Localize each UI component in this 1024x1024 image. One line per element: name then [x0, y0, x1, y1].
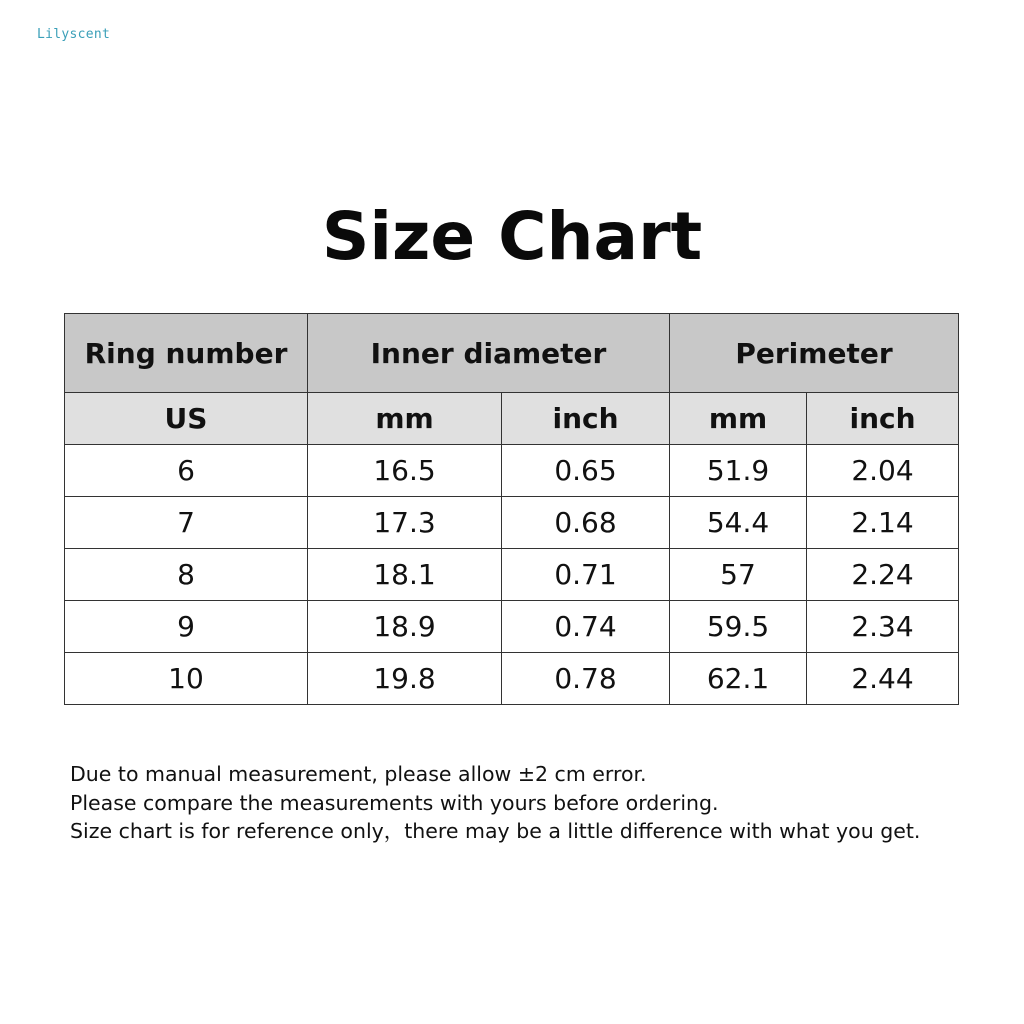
cell-diameter-inch: 0.71: [502, 549, 670, 601]
cell-diameter-inch: 0.74: [502, 601, 670, 653]
cell-ring-us: 8: [65, 549, 308, 601]
cell-diameter-mm: 17.3: [308, 497, 502, 549]
page-title: Size Chart: [321, 198, 703, 275]
cell-diameter-mm: 18.1: [308, 549, 502, 601]
table-row: [65, 601, 959, 653]
cell-perimeter-inch: 2.34: [807, 601, 959, 653]
cell-diameter-mm: 18.9: [308, 601, 502, 653]
cell-diameter-inch: 0.65: [502, 445, 670, 497]
cell-perimeter-mm: 59.5: [670, 601, 807, 653]
cell-perimeter-inch: 2.44: [807, 653, 959, 705]
cell-ring-us: 7: [65, 497, 308, 549]
table-row: [65, 445, 959, 497]
cell-ring-us: 10: [65, 653, 308, 705]
cell-diameter-mm: 19.8: [308, 653, 502, 705]
group-header-row: [65, 314, 959, 393]
cell-ring-us: 6: [65, 445, 308, 497]
header-inner-diameter: Inner diameter: [308, 314, 670, 393]
header-perimeter: Perimeter: [670, 314, 959, 393]
cell-perimeter-inch: 2.04: [807, 445, 959, 497]
table-row: [65, 549, 959, 601]
unit-header-diameter-inch: inch: [502, 393, 670, 445]
table-row: [65, 497, 959, 549]
cell-perimeter-mm: 51.9: [670, 445, 807, 497]
cell-perimeter-mm: 62.1: [670, 653, 807, 705]
cell-perimeter-mm: 54.4: [670, 497, 807, 549]
note-line: Due to manual measurement, please allow ±2 cm error.: [70, 762, 647, 786]
cell-perimeter-inch: 2.14: [807, 497, 959, 549]
cell-perimeter-inch: 2.24: [807, 549, 959, 601]
cell-diameter-inch: 0.68: [502, 497, 670, 549]
unit-header-perimeter-mm: mm: [670, 393, 807, 445]
cell-diameter-inch: 0.78: [502, 653, 670, 705]
table-row: [65, 653, 959, 705]
notes-block: [70, 760, 920, 846]
note-line: Please compare the measurements with yours before ordering.: [70, 790, 719, 815]
note-line: Size chart is for reference only，there may be a little difference with what you get.: [70, 819, 921, 843]
brand-watermark: Lilyscent: [37, 27, 111, 42]
unit-header-perimeter-inch: inch: [807, 393, 959, 445]
unit-header-us: US: [65, 393, 308, 445]
cell-ring-us: 9: [65, 601, 308, 653]
cell-perimeter-mm: 57: [670, 549, 807, 601]
unit-header-row: [65, 393, 959, 445]
cell-diameter-mm: 16.5: [308, 445, 502, 497]
unit-header-diameter-mm: mm: [308, 393, 502, 445]
size-chart-table: [64, 313, 959, 705]
header-ring-number: Ring number: [65, 314, 308, 393]
